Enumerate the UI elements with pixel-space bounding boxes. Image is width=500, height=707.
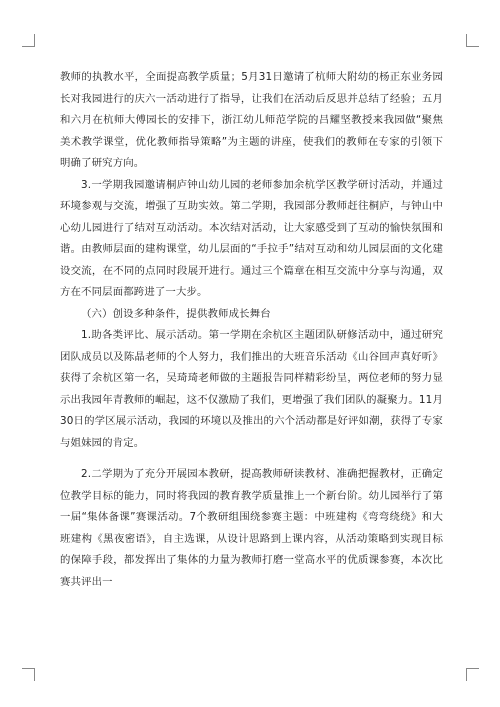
paragraph-2-lesson-prep-contest: 2.二学期为了充分开展园本教研，提高教师研读教材、准确把握教材，正确定位教学目标的能力，同时将我园的教育教学质量推上一个新台阶。幼儿园举行了第一届“集体备课”赛课活动。7个教研组围绕参赛主题：中班建构《弯弯绕绕》和大班建构《黑夜密语》，自主选课，从设计思路到上课内容，从活动策略到实现目标的保障手段，都发挥出了集体的力量为教师打磨一堂高水平的优质课参赛，本次比赛共评出一 — [60, 468, 443, 588]
crop-mark-top-left — [22, 34, 35, 47]
crop-mark-bottom-left — [22, 668, 35, 681]
section-heading-6: （六）创设多种条件，提供教师成长舞台 — [81, 307, 271, 320]
paragraph-3-pairing-activity: 3.一学期我园邀请桐庐钟山幼儿园的老师参加余杭学区教学研讨活动，并通过环境参观与交流，增强了互助实效。第二学期，我园部分教师赶往桐庐，与钟山中心幼儿园进行了结对互动活动。本次结对活动，让大家感受到了互动的愉快氛围和谐。由教师层面的建构课堂，幼儿层面的“手拉手”结对互动和幼儿园层面的文化建设交流，在不同的点同时段展开进行。通过三个篇章在相互交流中分享与沟通，双方在不同层面都跨进了一大步。 — [60, 178, 443, 298]
crop-mark-top-right — [466, 34, 479, 47]
paragraph-1-competitions: 1.助各类评比、展示活动。第一学期在余杭区主题团队研修活动中，通过研究团队成员以及陈晶老师的个人努力，我们推出的大班音乐活动《山谷回声真好听》获得了余杭区第一名，吴琦琦老师做的主题报告同样精彩纷呈，两位老师的努力显示出我园年青教师的崛起，这不仅激励了我们，更增强了我们团队的凝聚力。11月30日的学区展示活动，我园的环境以及推出的六个活动都是好评如潮，获得了专家与姐妹园的肯定。 — [60, 329, 443, 449]
paragraph-continued-expert-guidance: 教师的执教水平，全面提高教学质量；5月31日邀请了杭师大附幼的杨正东业务园长对我园进行的庆六一活动进行了指导，让我们在活动后反思并总结了经验；五月和六月在杭师大傅园长的安排下，浙江幼儿师范学院的吕耀坚教授来我园做“聚焦美术教学课堂，优化教师指导策略”为主题的讲座，使我们的教师在专家的引领下明确了研究方向。 — [60, 71, 443, 169]
document-body — [60, 67, 443, 593]
crop-mark-bottom-right — [466, 668, 479, 681]
